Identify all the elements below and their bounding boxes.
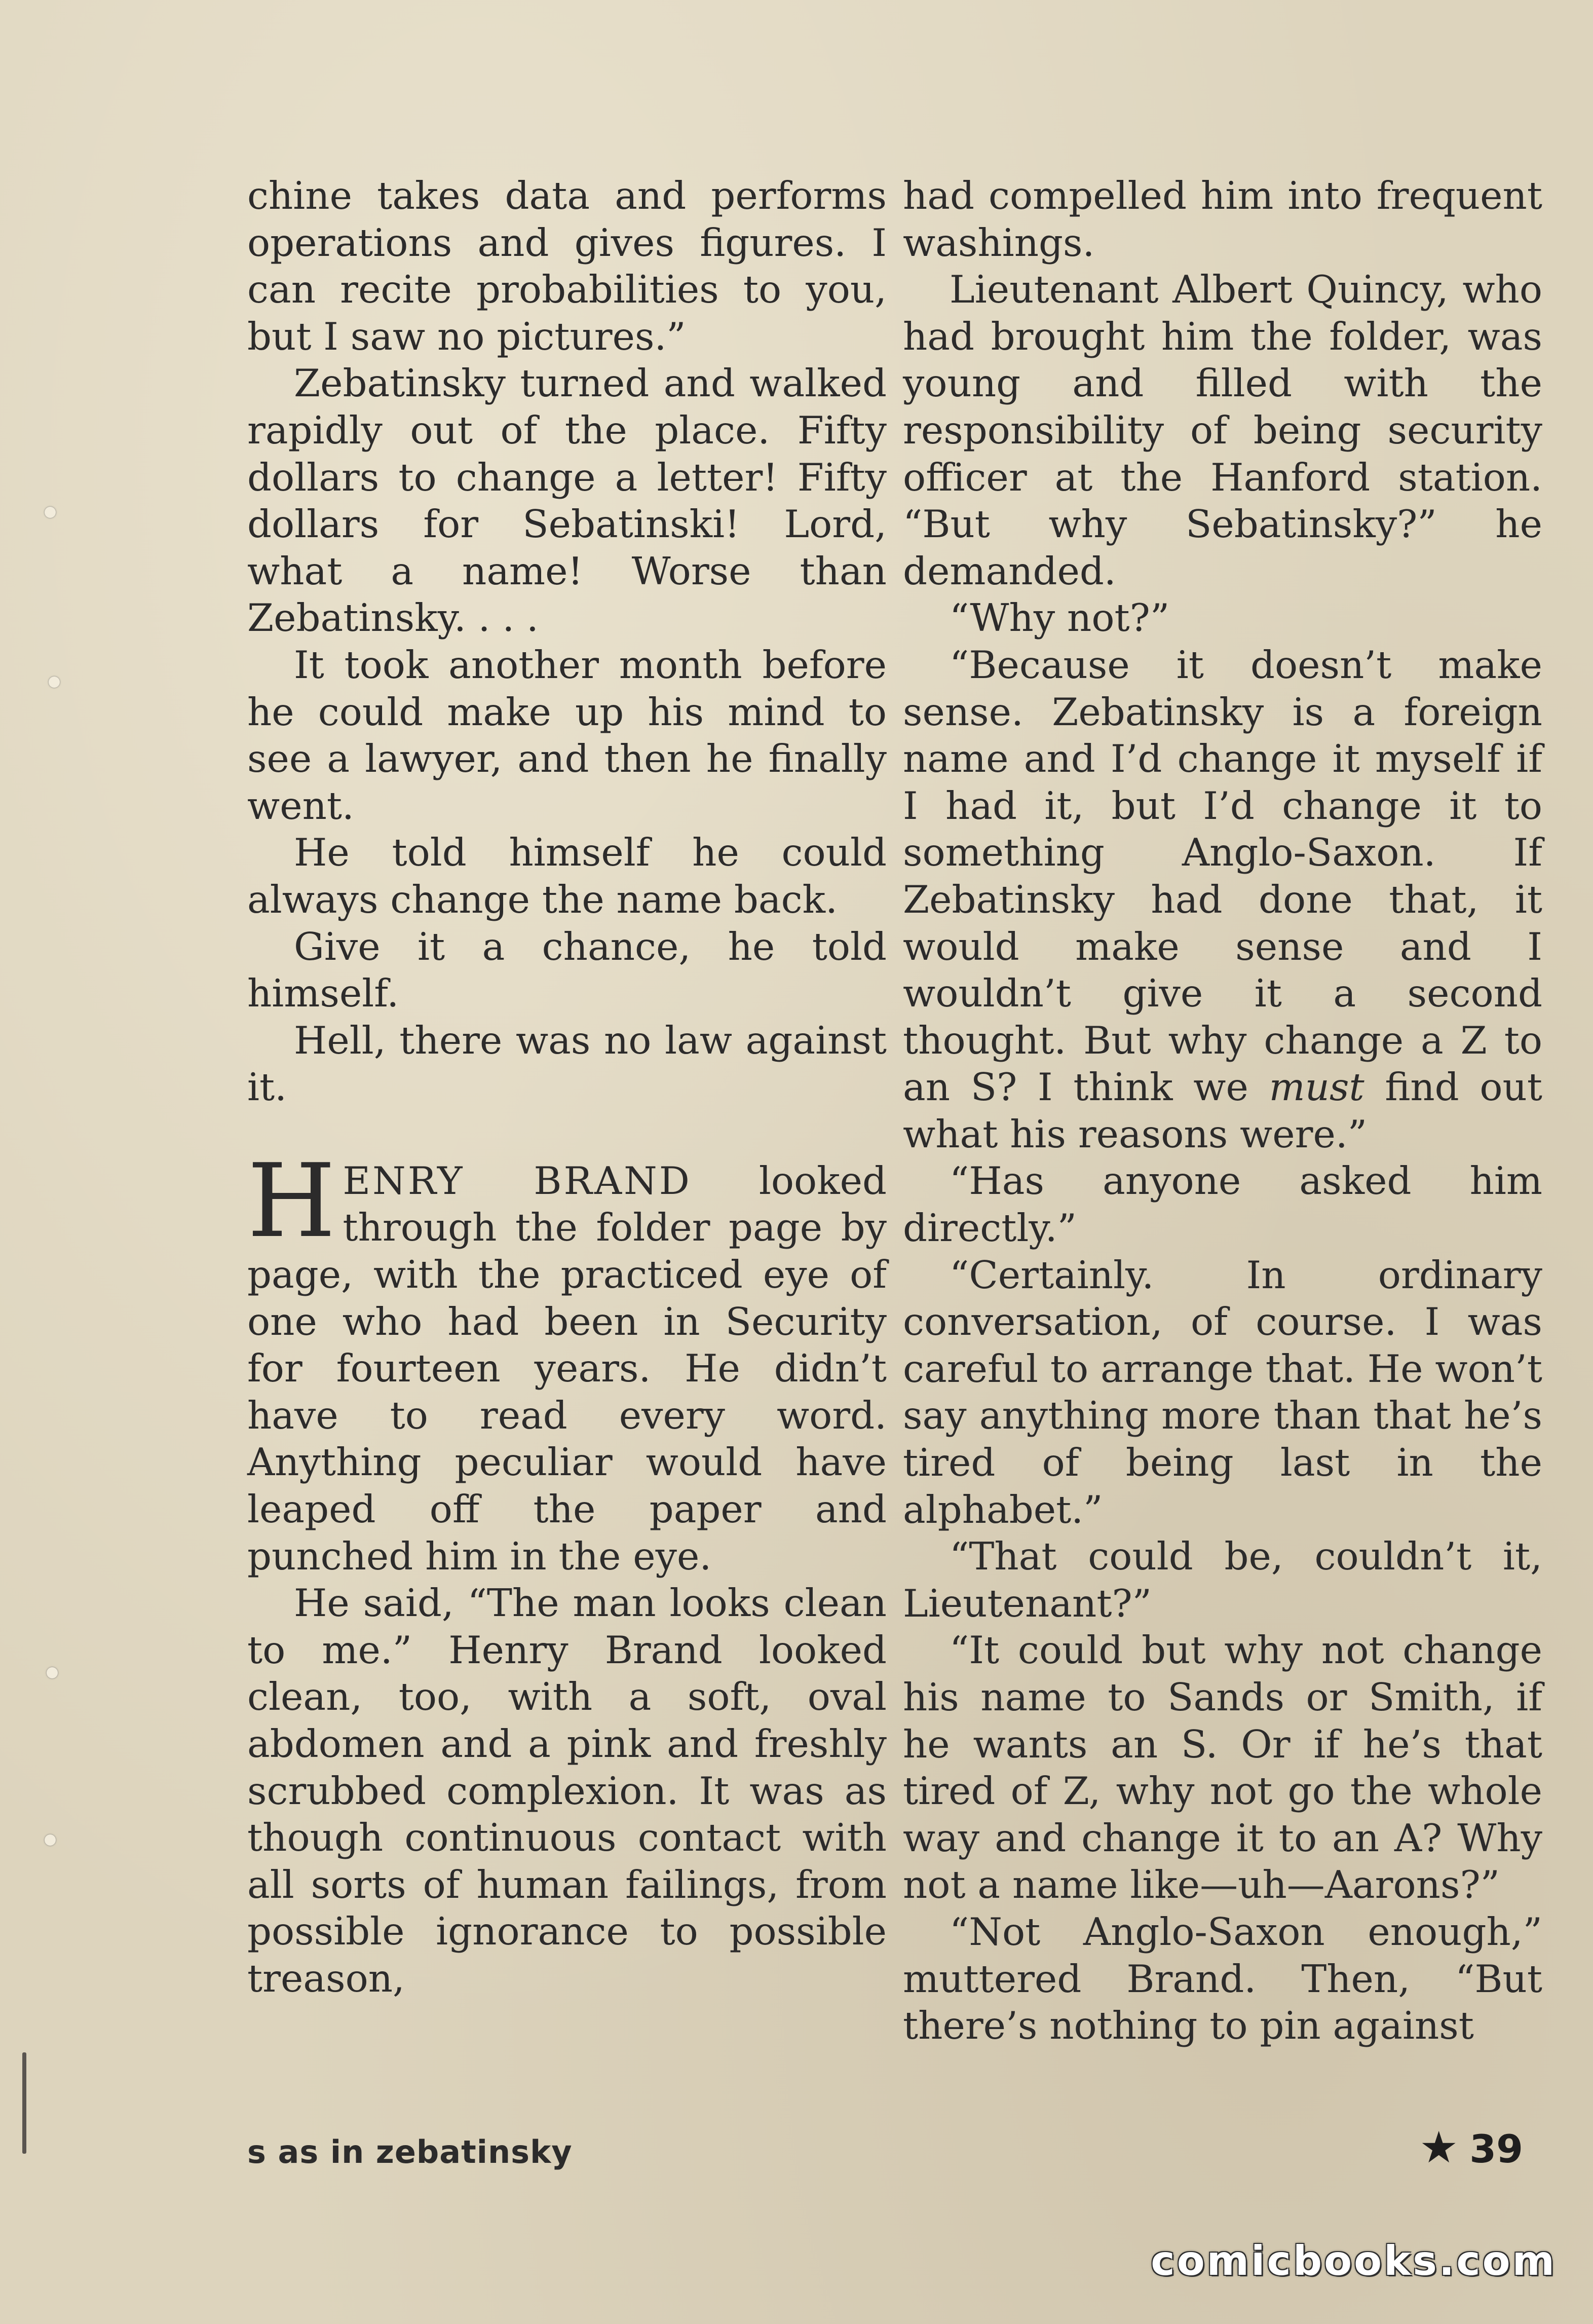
binding-edge [22,2052,26,2154]
paragraph: “Not Anglo-Saxon enough,” muttered Brand. Then, “But there’s nothing to pin against [903,1909,1542,2048]
site-watermark: comicbooks.com [1151,2237,1557,2284]
paragraph: It took another month before he could make up his mind to see a lawyer, and then he finally went. [247,642,887,828]
paragraph: “Has anyone asked him directly.” [903,1158,1542,1251]
page-number: 39 [1469,2126,1523,2171]
staple-hole [47,1667,58,1678]
paragraph-text: looked through the folder page by page, with the practiced eye of one who had been in Security for fourteen years. He didn’t have to read every word. Anything peculiar would have leaped off the paper and punched him in the eye. [247,1158,887,1579]
section-opening-paragraph [247,1142,887,1580]
paragraph-text: “Because it doesn’t make sense. Zebatinsky is a foreign name and I’d change it myself if I had it, but I’d change it to something Anglo-Saxon. If Zebatinsky had done that, it would make sense and I wouldn’t give it a second thought. But why change a Z to an S? I think we [903,642,1542,1110]
star-icon: ★ [1419,2122,1459,2173]
paragraph: Hell, there was no law against it. [247,1018,887,1110]
staple-hole [45,507,56,518]
paragraph: had compelled him into frequent washings. [903,173,1542,265]
small-caps-lead: ENRY BRAND [343,1158,692,1203]
paragraph-text: find out what his reasons were.” [903,1065,1542,1156]
page-number-block [1419,2122,1523,2173]
drop-cap: H [247,1142,336,1260]
paragraph: “That could be, couldn’t it, Lieutenant?” [903,1534,1542,1626]
staple-hole [49,677,60,688]
left-text-column [247,172,887,2002]
emphasis: must [1269,1065,1364,1110]
paragraph: He told himself he could always change the name back. [247,830,887,922]
paragraph: He said, “The man looks clean to me.” Henry Brand looked clean, too, with a soft, oval abdomen and a pink and freshly scrubbed complexion. It was as though continuous contact with all sorts of human failings, from possible ignorance to possible treason, [247,1581,887,2001]
paragraph: Zebatinsky turned and walked rapidly out of the place. Fifty dollars to change a letter! Fifty dollars for Sebatinski! Lord, what a name! Worse than Zebatinsky. . . . [247,361,887,641]
running-title: s as in zebatinsky [247,2133,573,2170]
paragraph: “Certainly. In ordinary conversation, of course. I was careful to arrange that. He won’t say anything more than that he’s tired of being last in the alphabet.” [903,1252,1542,1532]
paragraph: “Why not?” [950,595,1170,641]
paragraph: Lieutenant Albert Quincy, who had brought him the folder, was young and filled with the responsibility of being security officer at the Hanford station. “But why Sebatinsky?” he demanded. [903,267,1542,593]
paragraph [903,642,1542,1158]
staple-hole [45,1834,56,1846]
paragraph: Give it a chance, he told himself. [247,924,887,1016]
paragraph: chine takes data and performs operations and gives figures. I can recite probabilities to you, but I saw no pictures.” [247,173,887,359]
paragraph: “It could but why not change his name to Sands or Smith, if he wants an S. Or if he’s that tired of Z, why not go the whole way and change it to an A? Why not a name like—uh—Aarons?” [903,1628,1542,1907]
section-break [247,1111,887,1157]
right-text-column [903,172,1542,2049]
